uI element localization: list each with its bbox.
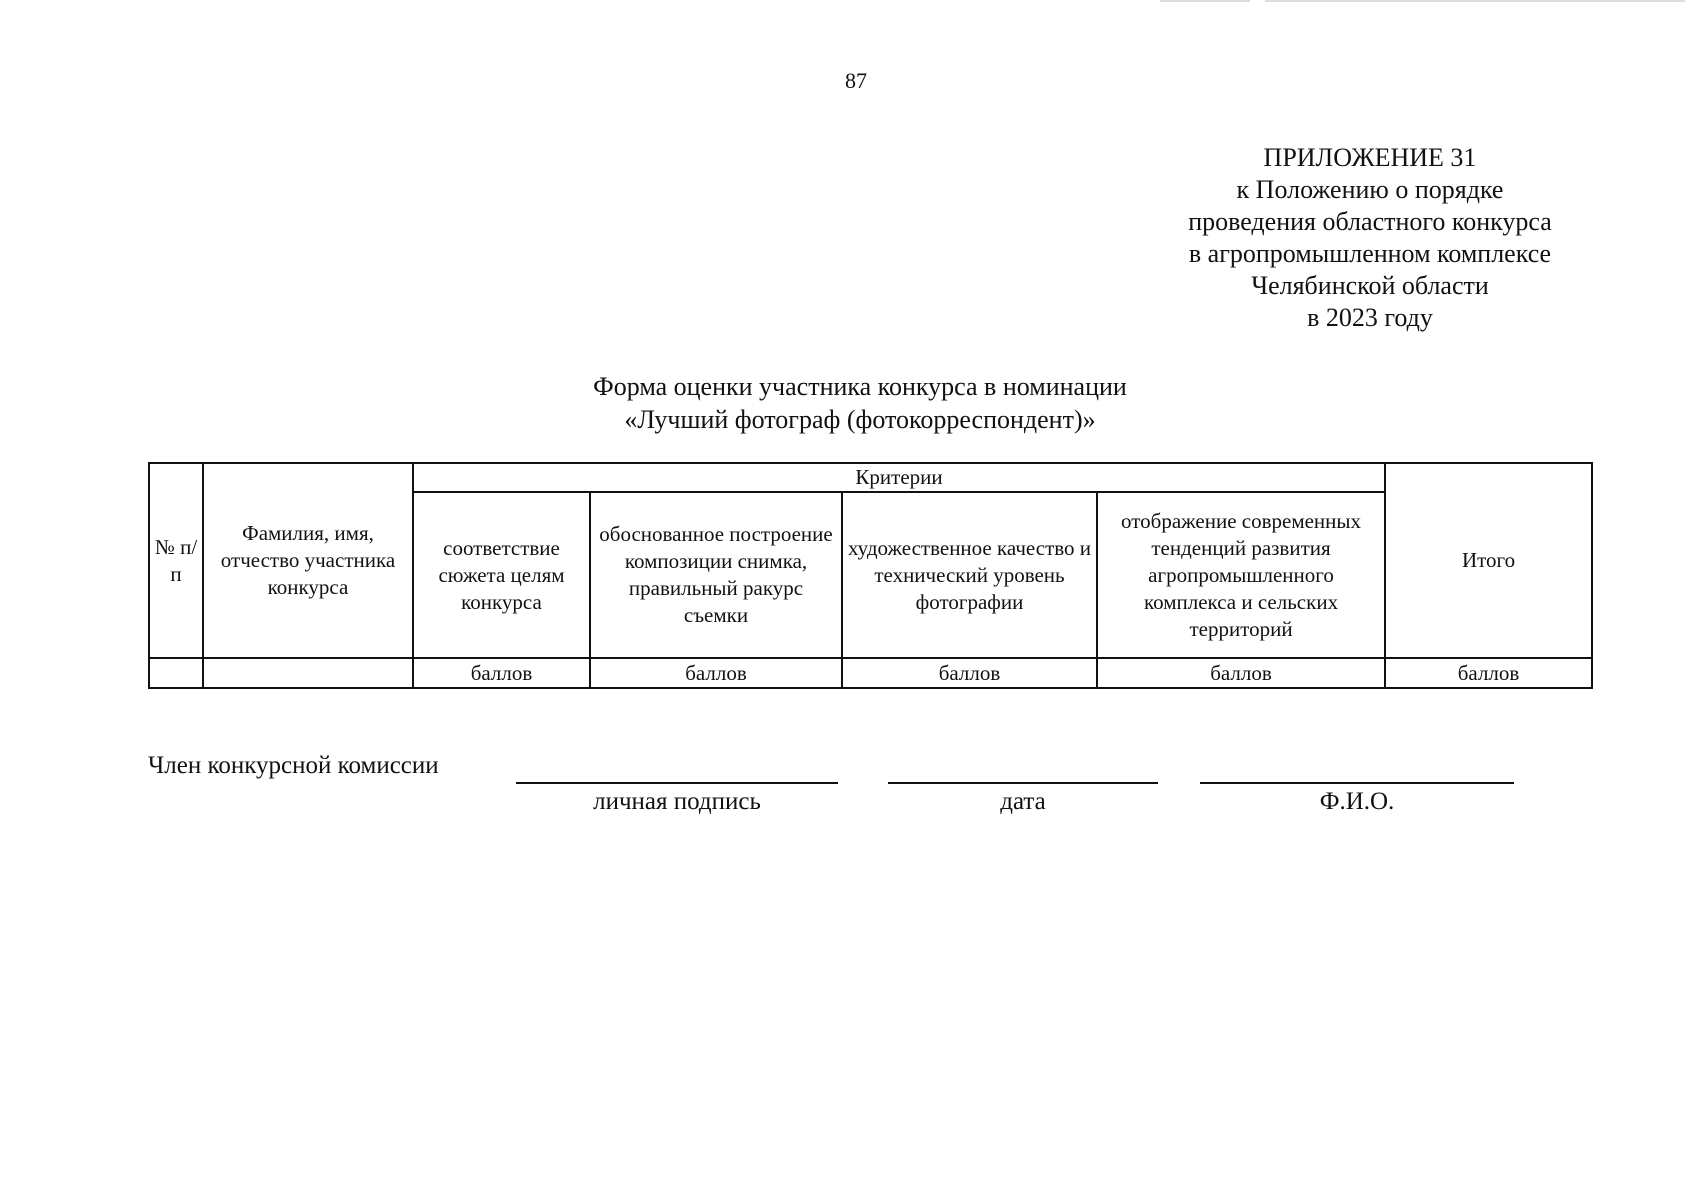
signature-line[interactable]: [516, 782, 838, 784]
signature-caption: личная подпись: [593, 788, 761, 815]
appendix-line: Челябинской области: [1251, 271, 1489, 300]
page-number: 87: [845, 68, 867, 93]
signature-label: Член конкурсной комиссии: [148, 752, 439, 779]
criterion-header: отображение современных тенденций развития агропромышленного комплекса и сельских территорий: [1097, 492, 1385, 658]
form-title-line: «Лучший фотограф (фотокорреспондент)»: [624, 405, 1096, 434]
evaluation-table: [148, 462, 1593, 689]
units-cell[interactable]: баллов: [413, 658, 590, 688]
units-cell[interactable]: баллов: [1097, 658, 1385, 688]
appendix-line: ПРИЛОЖЕНИЕ 31: [1263, 143, 1477, 172]
participant-name-cell[interactable]: [203, 658, 413, 688]
full-name-caption: Ф.И.О.: [1319, 788, 1395, 815]
criterion-header: соответствие сюжета целям конкурса: [413, 492, 590, 658]
date-line[interactable]: [888, 782, 1158, 784]
number-cell[interactable]: [149, 658, 203, 688]
signature-block: [148, 752, 1598, 822]
appendix-line: проведения областного конкурса: [1188, 207, 1552, 236]
full-name-line[interactable]: [1200, 782, 1514, 784]
header-number: № п/п: [149, 463, 203, 658]
units-cell[interactable]: баллов: [1385, 658, 1592, 688]
header-criteria: Критерии: [413, 463, 1385, 492]
appendix-line: в 2023 году: [1307, 303, 1433, 332]
units-cell[interactable]: баллов: [842, 658, 1097, 688]
appendix-line: в агропромышленном комплексе: [1188, 239, 1552, 268]
criterion-header: художественное качество и технический уровень фотографии: [842, 492, 1097, 658]
scan-artifact: [1160, 0, 1250, 2]
scan-artifact: [1265, 0, 1685, 2]
units-cell[interactable]: баллов: [590, 658, 842, 688]
form-title: [420, 370, 1300, 436]
date-caption: дата: [1000, 788, 1046, 815]
appendix-line: к Положению о порядке: [1236, 175, 1504, 204]
appendix-header: [1140, 142, 1600, 334]
header-participant-name: Фамилия, имя, отчество участника конкурса: [203, 463, 413, 658]
criterion-header: обоснованное построение композиции снимка, правильный ракурс съемки: [590, 492, 842, 658]
table-row: [149, 658, 1592, 688]
header-total: Итого: [1385, 463, 1592, 658]
form-title-line: Форма оценки участника конкурса в номинации: [593, 372, 1127, 401]
